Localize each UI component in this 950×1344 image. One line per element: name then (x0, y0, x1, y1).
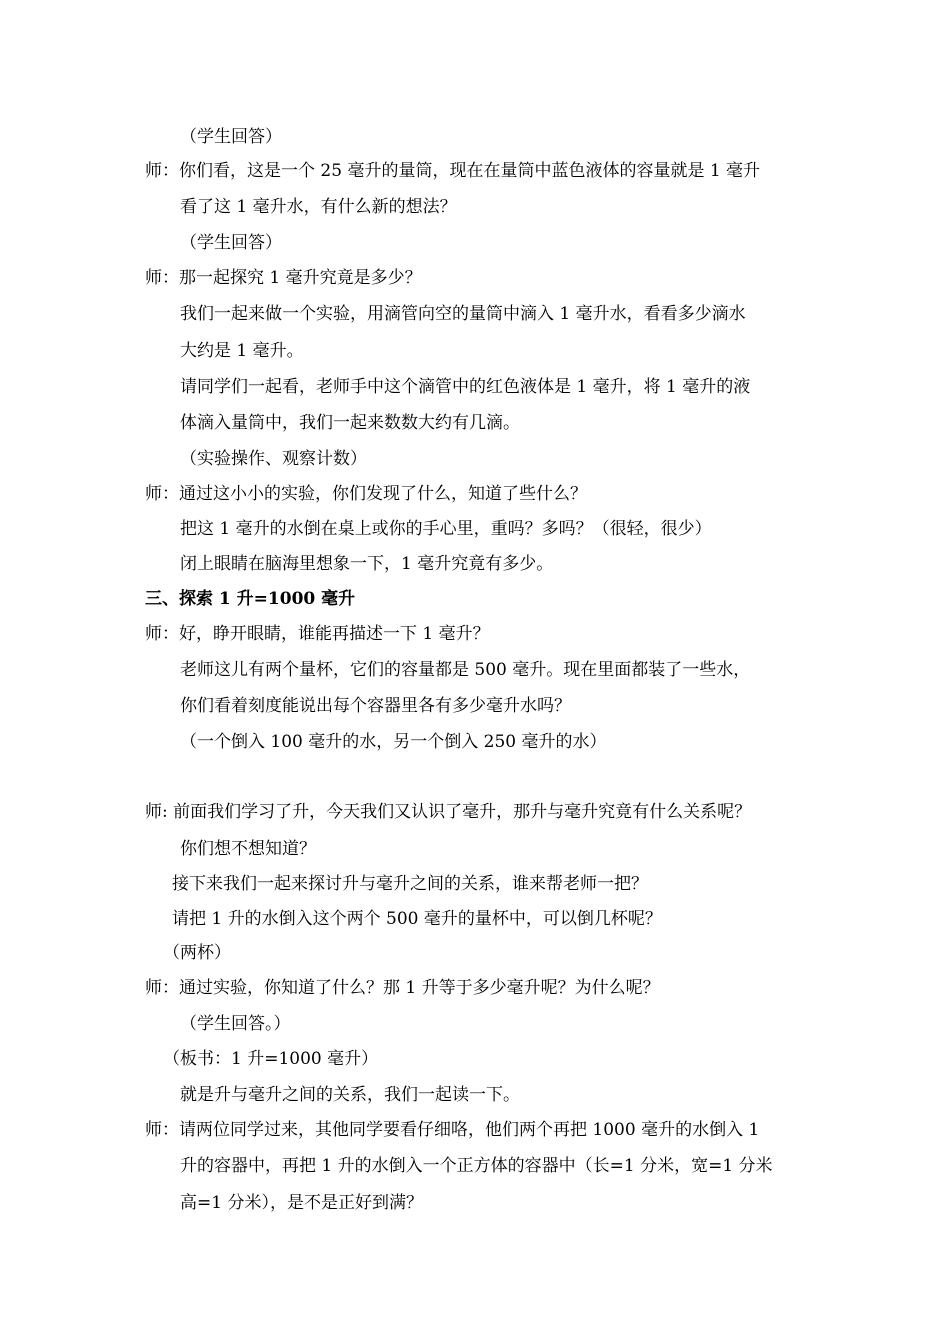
text-line: 师：请两位同学过来，其他同学要看仔细咯，他们两个再把 1000 毫升的水倒入 1 (145, 1120, 760, 1140)
text-line: （板书：1 升=1000 毫升） (163, 1049, 379, 1069)
text-line: （实验操作、观察计数） (180, 449, 367, 469)
text-line: （两杯） (163, 943, 231, 963)
text-line: 就是升与毫升之间的关系，我们一起读一下。 (180, 1085, 520, 1105)
text-line: 你们想不想知道？ (180, 839, 316, 859)
text-line: 师：好，睁开眼睛，谁能再描述一下 1 毫升？ (145, 624, 490, 644)
text-line: 接下来我们一起来探讨升与毫升之间的关系，谁来帮老师一把？ (172, 874, 648, 894)
text-line: 师：那一起探究 1 毫升究竟是多少？ (145, 268, 422, 288)
section-heading: 三、探索 1 升=1000 毫升 (145, 589, 356, 609)
text-line: 师：通过实验，你知道了什么？那 1 升等于多少毫升呢？为什么呢？ (145, 978, 660, 998)
text-line: 闭上眼睛在脑海里想象一下，1 毫升究竟有多少。 (180, 554, 554, 574)
text-line: 体滴入量筒中，我们一起来数数大约有几滴。 (180, 413, 520, 433)
text-line: 你们看着刻度能说出每个容器里各有多少毫升水吗？ (180, 696, 571, 716)
text-line: 师：通过这小小的实验，你们发现了什么，知道了些什么？ (145, 484, 587, 504)
text-line: 请把 1 升的水倒入这个两个 500 毫升的量杯中，可以倒几杯呢？ (172, 909, 662, 929)
text-line: 高=1 分米），是不是正好到满？ (180, 1193, 423, 1213)
text-line: 师：你们看，这是一个 25 毫升的量筒，现在在量筒中蓝色液体的容量就是 1 毫升 (145, 161, 761, 181)
text-line: （学生回答） (180, 233, 282, 253)
text-line: 请同学们一起看，老师手中这个滴管中的红色液体是 1 毫升，将 1 毫升的液 (180, 377, 751, 397)
text-line: 把这 1 毫升的水倒在桌上或你的手心里，重吗？多吗？（很轻，很少） (180, 519, 712, 539)
text-line: （学生回答。） (180, 1014, 291, 1034)
text-line: 升的容器中，再把 1 升的水倒入一个正方体的容器中（长=1 分米，宽=1 分米 (180, 1156, 773, 1176)
text-line: （一个倒入 100 毫升的水，另一个倒入 250 毫升的水） (180, 732, 607, 752)
text-line: 大约是 1 毫升。 (180, 341, 304, 361)
text-line: 师: 前面我们学习了升，今天我们又认识了毫升，那升与毫升究竟有什么关系呢？ (145, 802, 752, 822)
text-line: （学生回答） (180, 127, 282, 147)
text-line: 我们一起来做一个实验，用滴管向空的量筒中滴入 1 毫升水，看看多少滴水 (180, 304, 746, 324)
text-line: 老师这儿有两个量杯，它们的容量都是 500 毫升。现在里面都装了一些水， (180, 660, 751, 680)
text-line: 看了这 1 毫升水，有什么新的想法？ (180, 197, 457, 217)
